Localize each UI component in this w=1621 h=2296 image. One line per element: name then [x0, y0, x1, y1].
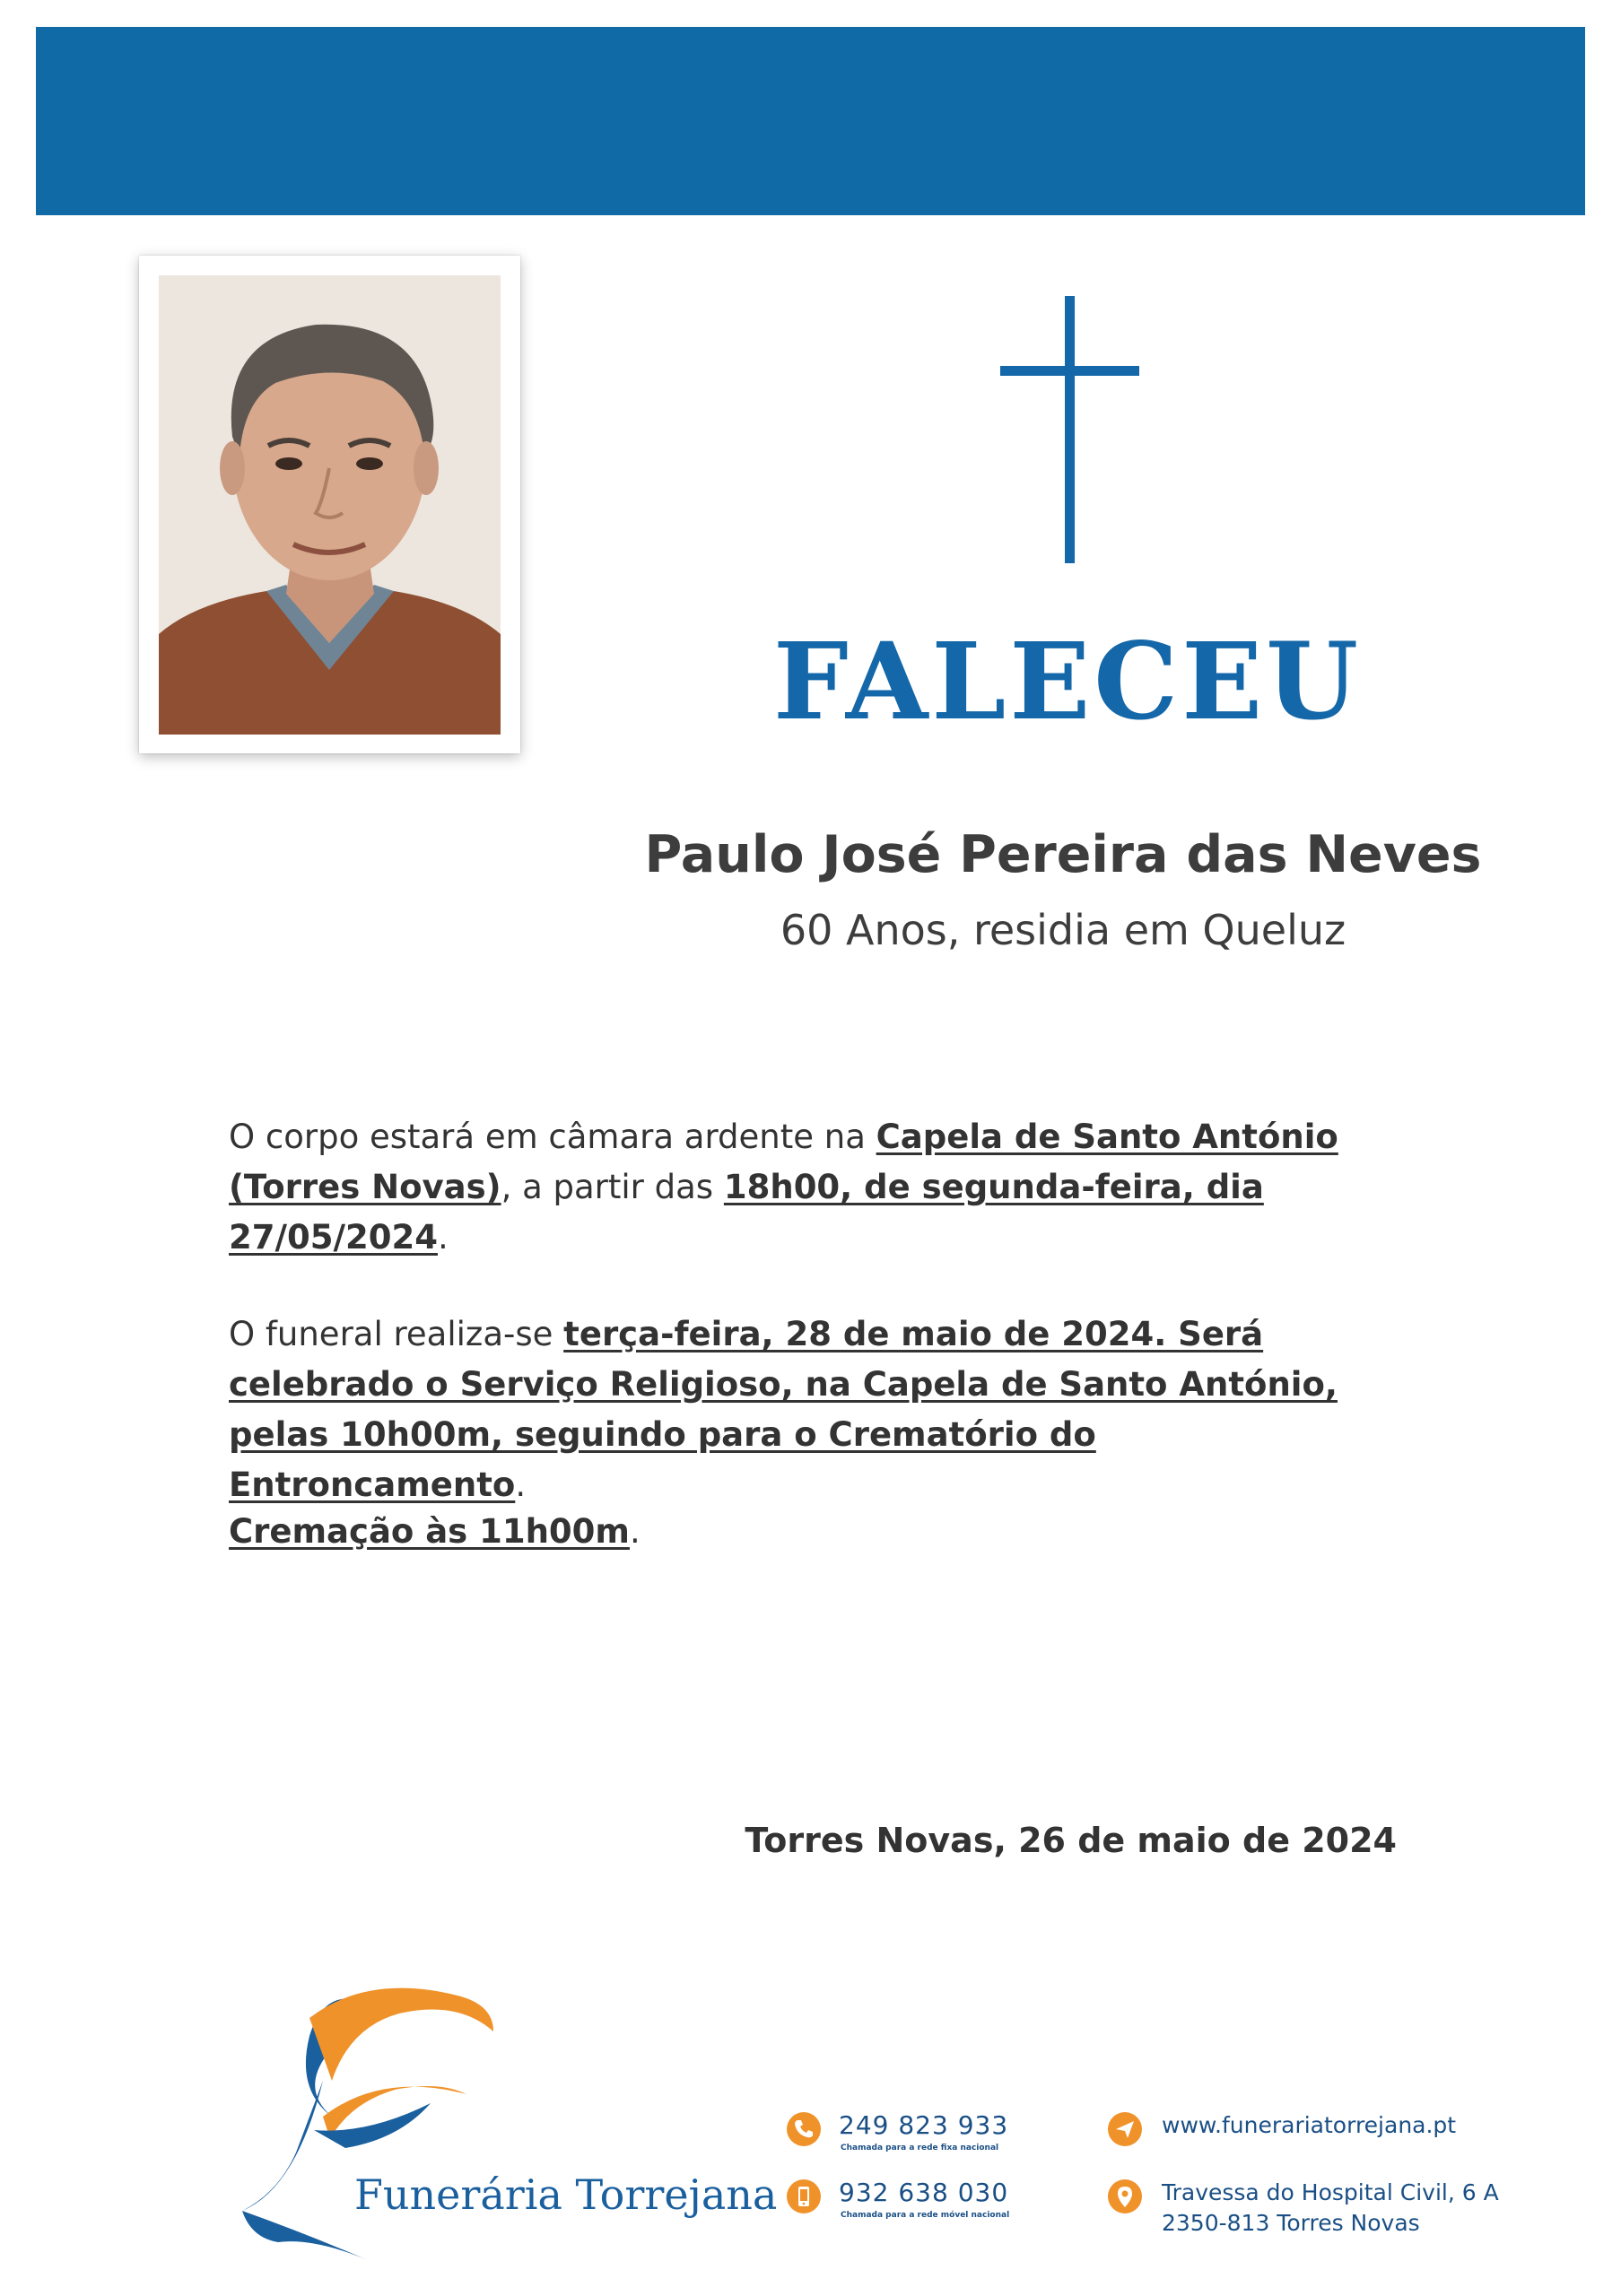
announcement-heading: FALECEU [772, 619, 1363, 744]
location-pin-icon [1108, 2179, 1142, 2213]
mobile-phone-icon [787, 2179, 821, 2213]
funeral-intro: O funeral realiza-se [229, 1315, 564, 1353]
deceased-name: Paulo José Pereira das Neves [644, 825, 1482, 884]
cross-icon [1000, 296, 1139, 563]
website-link[interactable]: www.funerariatorrejana.pt [1162, 2112, 1457, 2138]
funeral-details: terça-feira, 28 de maio de 2024. Será celebrado o Serviço Religioso, na Capela de Santo António, pelas 10h00m, seguindo para o Crematório do Entroncamento [229, 1315, 1338, 1504]
wake-paragraph [229, 1112, 1395, 1263]
funeral-end: . [515, 1465, 527, 1504]
address-line-2: 2350-813 Torres Novas [1162, 2210, 1420, 2236]
header-bar [36, 27, 1585, 215]
mobile-note: Chamada para a rede móvel nacional [841, 2211, 1010, 2220]
send-icon [1108, 2112, 1142, 2146]
wake-end: . [437, 1218, 449, 1257]
cremation-paragraph [229, 1507, 1395, 1557]
wake-place: Capela de Santo António (Torres Novas) [229, 1118, 1338, 1206]
wake-time: 18h00, de segunda-feira, dia 27/05/2024 [229, 1168, 1264, 1257]
cremation-text: Cremação às 11h00m [229, 1512, 630, 1551]
wake-middle: , a partir das [501, 1168, 724, 1206]
wake-intro: O corpo estará em câmara ardente na [229, 1118, 876, 1156]
funeraria-logo-mark [224, 1982, 691, 2269]
portrait-photo [159, 275, 501, 735]
phone-icon [787, 2112, 821, 2146]
funeral-paragraph [229, 1309, 1395, 1510]
portrait-photo-frame [139, 256, 520, 753]
cremation-end: . [629, 1512, 641, 1551]
place-date: Torres Novas, 26 de maio de 2024 [745, 1821, 1397, 1860]
age-residence: 60 Anos, residia em Queluz [780, 906, 1346, 954]
address-line-1: Travessa do Hospital Civil, 6 A [1162, 2179, 1499, 2205]
mobile-number[interactable]: 932 638 030 [839, 2178, 1009, 2207]
landline-note: Chamada para a rede fixa nacional [841, 2144, 999, 2152]
funeraria-logo-text: Funerária Torrejana [354, 2170, 778, 2219]
landline-number[interactable]: 249 823 933 [839, 2110, 1009, 2140]
